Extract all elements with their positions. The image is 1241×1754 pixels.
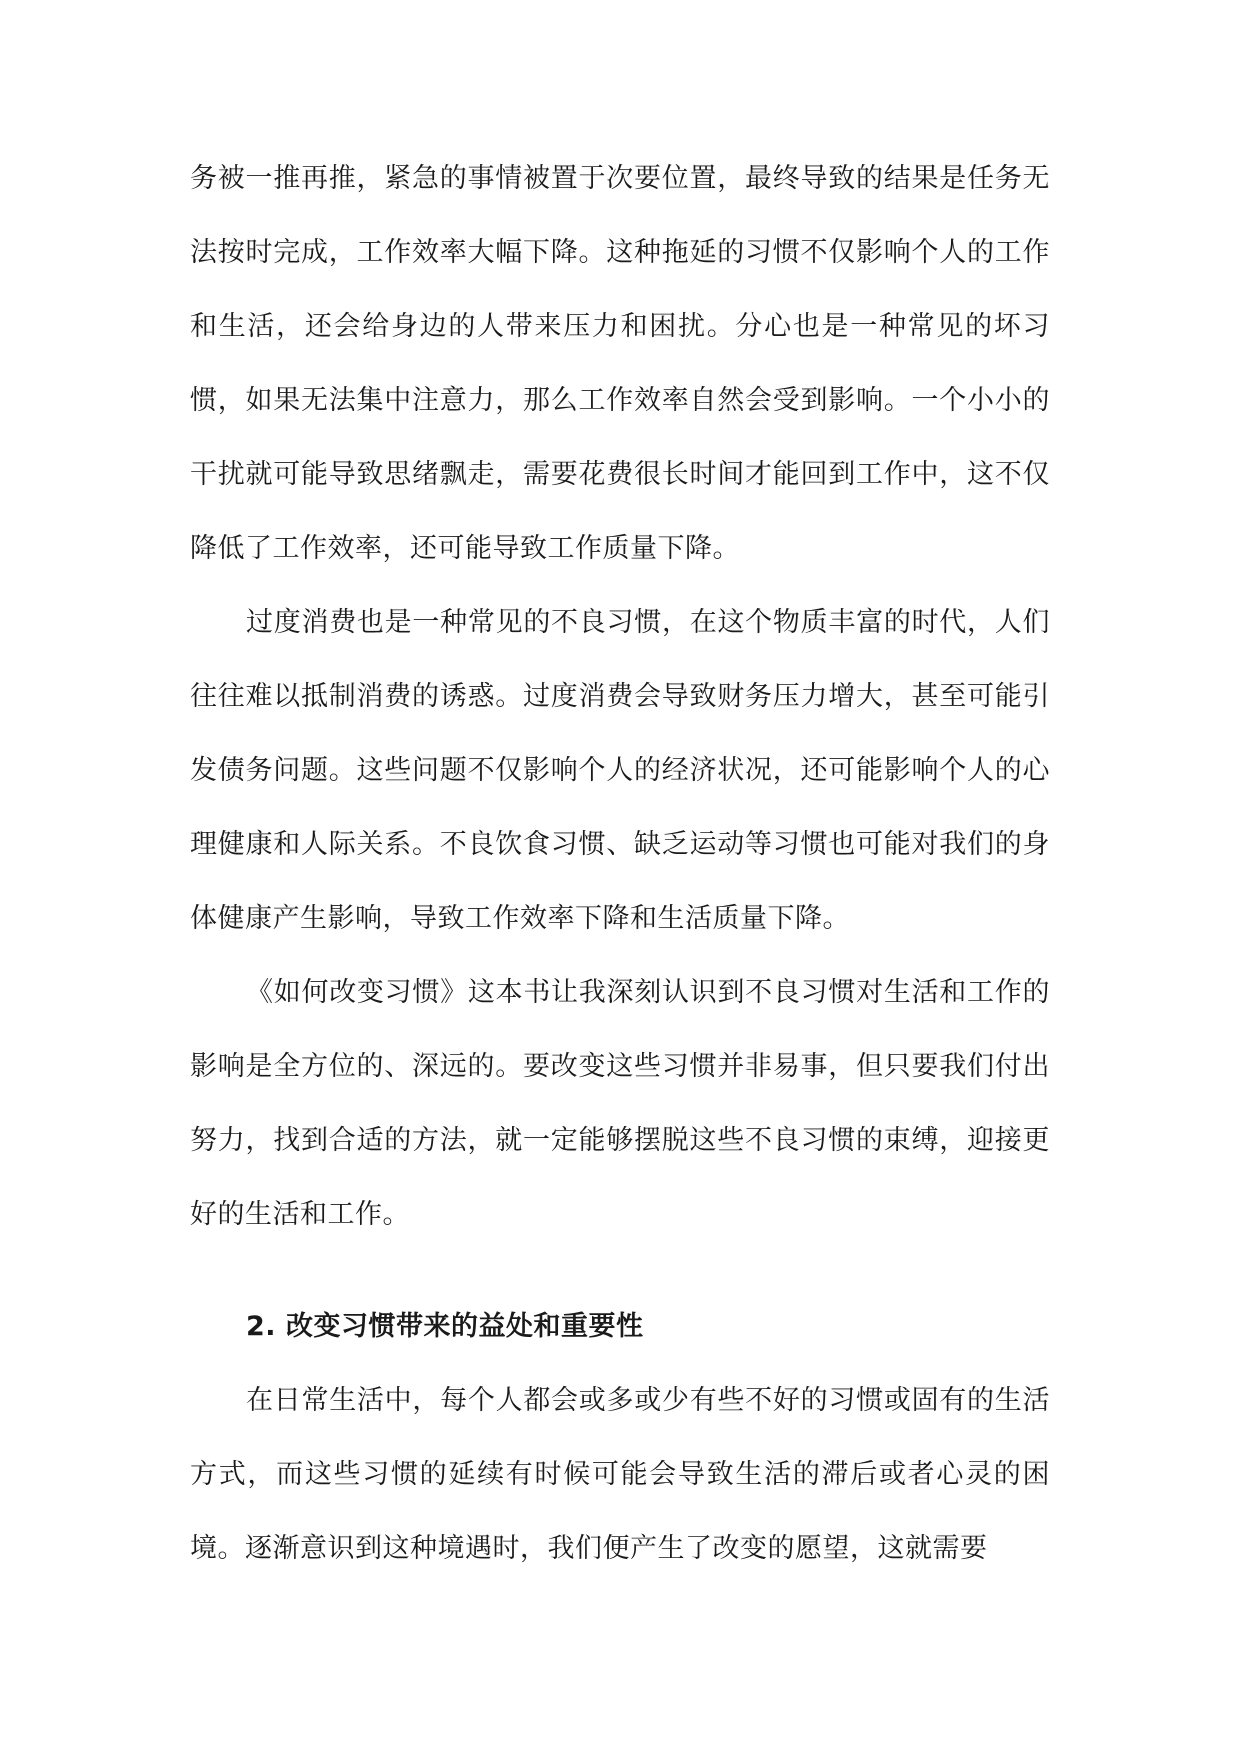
section-title: 改变习惯带来的益处和重要性 bbox=[286, 1311, 644, 1342]
paragraph-procrastination: 务被一推再推，紧急的事情被置于次要位置，最终导致的结果是任务无法按时完成，工作效率大幅下降。这种拖延的习惯不仅影响个人的工作和生活，还会给身边的人带来压力和困扰。分心也是一种常见的坏习惯，如果无法集中注意力，那么工作效率自然会受到影响。一个小小的干扰就可能导致思绪飘走，需要花费很长时间才能回到工作中，这不仅降低了工作效率，还可能导致工作质量下降。 bbox=[190, 163, 1050, 564]
paragraph-overconsumption: 过度消费也是一种常见的不良习惯，在这个物质丰富的时代，人们往往难以抵制消费的诱惑。过度消费会导致财务压力增大，甚至可能引发债务问题。这些问题不仅影响个人的经济状况，还可能影响个人的心理健康和人际关系。不良饮食习惯、缺乏运动等习惯也可能对我们的身体健康产生影响，导致工作效率下降和生活质量下降。 bbox=[190, 607, 1050, 934]
section-heading bbox=[246, 1290, 1050, 1364]
document-body bbox=[190, 142, 1050, 1586]
paragraph-book-reflection: 《如何改变习惯》这本书让我深刻认识到不良习惯对生活和工作的影响是全方位的、深远的。要改变这些习惯并非易事，但只要我们付出努力，找到合适的方法，就一定能够摆脱这些不良习惯的束缚，迎接更好的生活和工作。 bbox=[190, 977, 1050, 1230]
paragraph-daily-life: 在日常生活中，每个人都会或多或少有些不好的习惯或固有的生活方式，而这些习惯的延续有时候可能会导致生活的滞后或者心灵的困境。逐渐意识到这种境遇时，我们便产生了改变的愿望，这就需要 bbox=[190, 1385, 1050, 1564]
section-number: 2. bbox=[246, 1311, 277, 1342]
